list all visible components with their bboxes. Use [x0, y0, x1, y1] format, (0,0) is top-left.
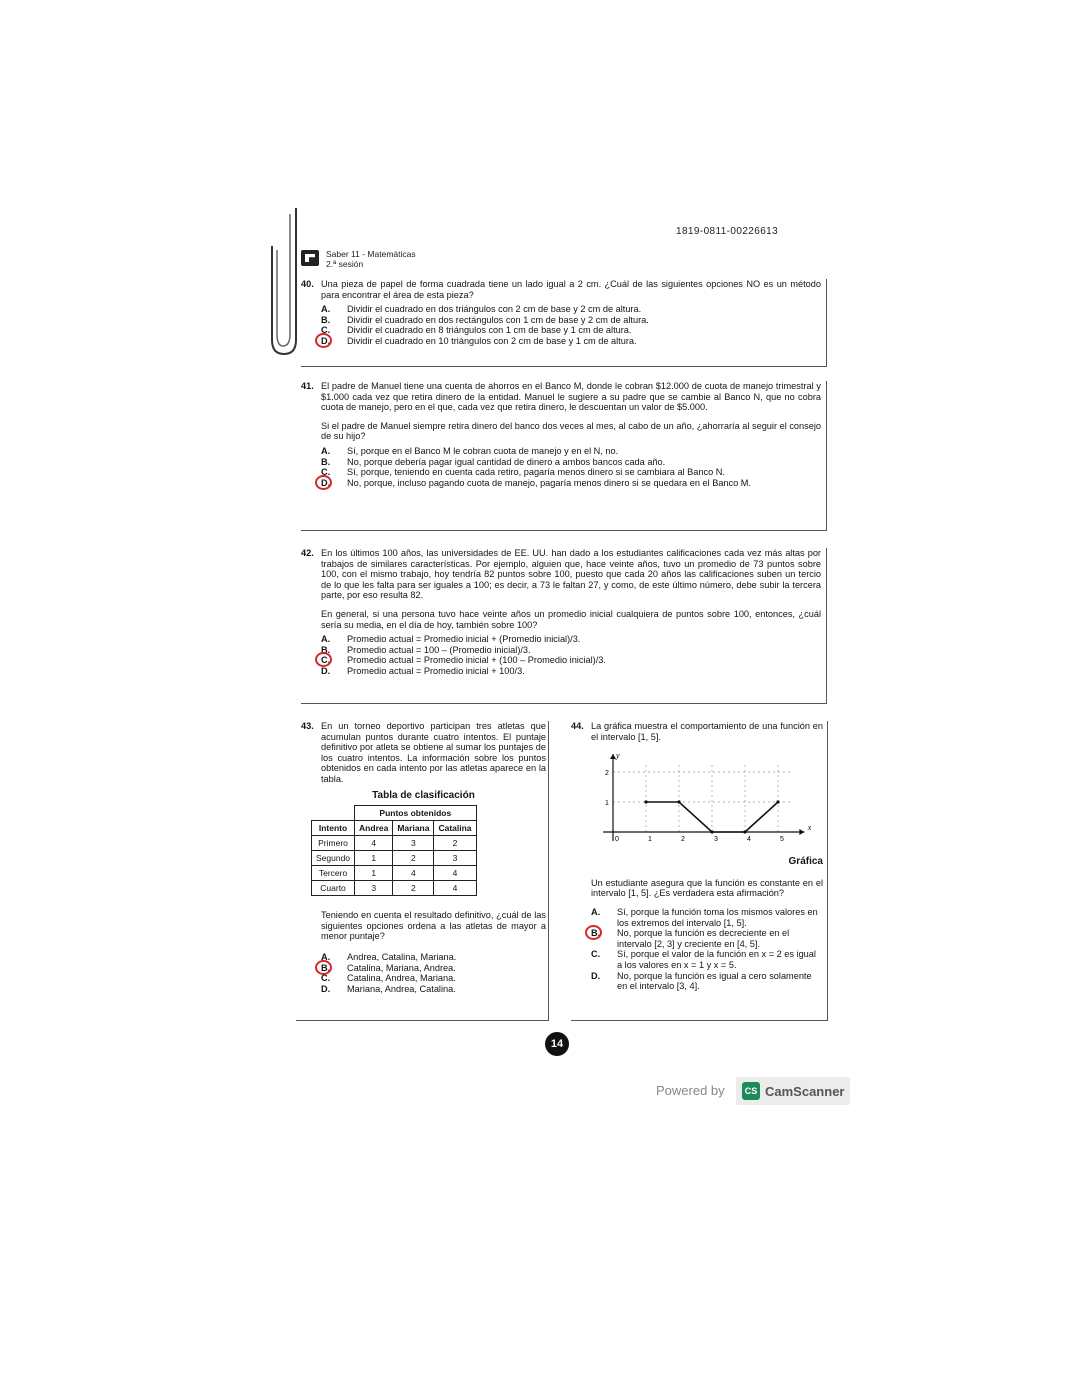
question-number: 43.: [301, 721, 314, 731]
option-d: [321, 336, 821, 347]
option-c: [321, 973, 546, 984]
exam-subject: Saber 11 - Matemáticas: [326, 249, 416, 259]
option-text: Promedio actual = Promedio inicial + 100/3.: [347, 665, 525, 676]
table-cell: Cuarto: [312, 881, 355, 896]
option-text: No, porque la función es decreciente en el intervalo [2, 3] y creciente en [4, 5].: [617, 928, 790, 949]
y-tick-label: 2: [605, 770, 609, 778]
question-prompt: Un estudiante asegura que la función es constante en el intervalo [1, 5]. ¿Es verdadera esta afirmación?: [591, 877, 823, 899]
data-point: [776, 801, 779, 804]
table-cell: 3: [355, 881, 393, 896]
option-b: [321, 315, 821, 326]
option-c: [591, 949, 823, 970]
question-44: [571, 721, 823, 992]
question-41: [301, 381, 821, 488]
question-number: 42.: [301, 548, 314, 558]
question-stem: La gráfica muestra el comportamiento de una función en el intervalo [1, 5].: [591, 721, 823, 742]
question-prompt: Teniendo en cuenta el resultado definitivo, ¿cuál de las siguientes opciones ordena a las atletas de mayor a menor puntaje?: [321, 910, 546, 942]
table-cell: 3: [434, 851, 476, 866]
y-axis-label: y: [616, 751, 620, 761]
option-c: [321, 325, 821, 336]
table-cell: Segundo: [312, 851, 355, 866]
classification-table: [311, 805, 477, 896]
divider: [301, 530, 827, 531]
option-text: Dividir el cuadrado en 8 triángulos con 1 cm de base y 1 cm de altura.: [347, 325, 632, 336]
option-letter: D.: [321, 335, 331, 346]
table-title: Tabla de clasificación: [372, 789, 475, 801]
graph-caption: Gráfica: [788, 856, 823, 868]
option-letter: A.: [591, 906, 601, 917]
table-header: Intento: [312, 821, 355, 836]
option-b: [321, 963, 546, 974]
option-letter: C.: [321, 325, 331, 336]
table-cell: 4: [393, 866, 434, 881]
table-cell: 4: [434, 866, 476, 881]
table-header: Andrea: [355, 821, 393, 836]
option-text: Dividir el cuadrado en dos rectángulos con 1 cm de base y 2 cm de altura.: [347, 314, 649, 325]
divider: [301, 703, 827, 704]
option-text: Catalina, Andrea, Mariana.: [347, 973, 456, 984]
x-tick-label: 0: [615, 836, 619, 844]
page-number: 14: [545, 1032, 569, 1056]
table-header: Catalina: [434, 821, 476, 836]
option-b: [321, 645, 821, 656]
divider: [826, 381, 827, 531]
option-letter: C.: [591, 949, 601, 960]
options-list: [301, 446, 821, 488]
question-prompt: Si el padre de Manuel siempre retira dinero del banco dos veces al mes, al cabo de un año, ¿ahorraría al seguir el consejo de su hijo?: [321, 420, 821, 442]
option-letter: B.: [321, 456, 331, 467]
x-tick-label: 4: [747, 836, 751, 844]
table-row: [312, 851, 477, 866]
data-point: [644, 801, 647, 804]
exam-title: [326, 249, 416, 269]
option-c: [321, 655, 821, 666]
options-list: [301, 952, 546, 994]
question-prompt: En general, si una persona tuvo hace veinte años un promedio inicial cualquiera de puntos sobre 100, entonces, ¿cuál sería su media, en el día de hoy, también sobre 100?: [321, 608, 821, 630]
question-42: [301, 548, 821, 677]
x-axis-arrow: [799, 829, 804, 835]
x-tick-label: 1: [648, 836, 652, 844]
question-number: 44.: [571, 721, 584, 731]
option-letter: A.: [321, 951, 331, 962]
option-text: No, porque, incluso pagando cuota de manejo, pagaría menos dinero si se quedara en el Banco M.: [347, 477, 752, 488]
x-tick-label: 2: [681, 836, 685, 844]
table-cell: Primero: [312, 836, 355, 851]
option-text: Sí, porque la función toma los mismos valores en los extremos del intervalo [1, 5].: [617, 906, 818, 928]
icfes-logo-icon: [301, 250, 319, 266]
option-text: Andrea, Catalina, Mariana.: [347, 951, 457, 962]
option-d: [321, 984, 546, 995]
camscanner-logo-icon: CS: [742, 1082, 760, 1100]
table-cell: Tercero: [312, 866, 355, 881]
table-cell: 2: [393, 851, 434, 866]
data-point: [743, 831, 746, 834]
option-text: Sí, porque en el Banco M le cobran cuota de manejo y en el N, no.: [347, 445, 619, 456]
document-code: 1819-0811-00226613: [676, 226, 779, 237]
option-text: Promedio actual = 100 – (Promedio inicial)/3.: [347, 644, 531, 655]
question-number: 40.: [301, 279, 314, 289]
function-graph: [583, 750, 823, 865]
option-text: Promedio actual = Promedio inicial + (Promedio inicial)/3.: [347, 634, 581, 645]
option-c: [321, 467, 821, 478]
question-stem: En los últimos 100 años, las universidades de EE. UU. han dado a los estudiantes calificaciones cada vez más altas por trabajos de similares características. Por ejemplo, alguien que, hace veinte años, tuvo un promedio de 73 puntos sobre 100, con el mismo trabajo, hoy tendría 82 puntos sobre 100, puesto que cada 20 años las calificaciones suben un tercio de lo que les falta para ser iguales a 100; es decir, a 73 le faltan 27, y como, de este último número, debe subir la tercera parte, por eso resulta 82.: [321, 548, 821, 601]
option-text: Sí, porque, teniendo en cuenta cada retiro, pagaría menos dinero si se cambiara al Banco N.: [347, 467, 725, 478]
divider: [301, 366, 827, 367]
options-list: [301, 304, 821, 346]
divider: [571, 1020, 828, 1021]
option-letter: D.: [321, 983, 331, 994]
option-letter: C.: [321, 655, 331, 666]
option-a: [321, 446, 821, 457]
x-tick-label: 5: [780, 836, 784, 844]
divider: [826, 279, 827, 367]
selected-answer-circle: [315, 475, 332, 490]
selected-answer-circle: [315, 333, 332, 348]
option-letter: C.: [321, 467, 331, 478]
option-letter: A.: [321, 445, 331, 456]
options-list: [301, 634, 821, 676]
option-text: Sí, porque el valor de la función en x = 2 es igual a los valores en x = 1 y x = 5.: [617, 949, 816, 970]
option-text: Promedio actual = Promedio inicial + (100 – Promedio inicial)/3.: [347, 655, 606, 666]
option-letter: D.: [591, 970, 601, 981]
table-row: [312, 881, 477, 896]
option-text: Dividir el cuadrado en dos triángulos con 2 cm de base y 2 cm de altura.: [347, 304, 642, 315]
divider: [548, 721, 549, 1021]
table-cell: 2: [434, 836, 476, 851]
question-stem: El padre de Manuel tiene una cuenta de ahorros en el Banco M, donde le cobran $12.000 de cuota de manejo trimestral y $1.000 cada vez que retira dinero de la entidad. Manuel le sugiere a su padre que se cambie al Banco N, que no cobra cuota de manejo, pero en el que, cada vez que retira dinero, le descuentan un valor de $5.000.: [321, 381, 821, 413]
option-letter: B.: [591, 928, 601, 939]
option-d: [321, 666, 821, 677]
divider: [296, 1020, 549, 1021]
table-cell: 2: [393, 881, 434, 896]
option-text: Mariana, Andrea, Catalina.: [347, 983, 456, 994]
option-d: [591, 971, 823, 992]
question-number: 41.: [301, 381, 314, 391]
divider: [826, 548, 827, 704]
option-b: [321, 457, 821, 468]
option-letter: A.: [321, 304, 331, 315]
option-letter: D.: [321, 477, 331, 488]
question-stem: Una pieza de papel de forma cuadrada tiene un lado igual a 2 cm. ¿Cuál de las siguientes opciones NO es un método para encontrar el área de esta pieza?: [321, 279, 821, 300]
option-a: [321, 304, 821, 315]
exam-session: 2.ª sesión: [326, 259, 364, 269]
data-point: [677, 801, 680, 804]
table-group-header: Puntos obtenidos: [355, 806, 477, 821]
table-cell: 1: [355, 851, 393, 866]
question-43: [301, 721, 546, 994]
table-cell: 4: [434, 881, 476, 896]
option-text: Dividir el cuadrado en 10 triángulos con 2 cm de base y 1 cm de altura.: [347, 335, 637, 346]
option-letter: A.: [321, 634, 331, 645]
option-letter: B.: [321, 314, 331, 325]
paperclip-icon: [268, 208, 304, 358]
option-text: No, porque la función es igual a cero solamente en el intervalo [3, 4].: [617, 970, 812, 992]
option-letter: C.: [321, 973, 331, 984]
table-cell: 3: [393, 836, 434, 851]
table-row: [312, 836, 477, 851]
question-40: [301, 279, 821, 347]
data-point: [710, 831, 713, 834]
question-stem: En un torneo deportivo participan tres atletas que acumulan puntos durante cuatro intentos. El puntaje definitivo por atleta se obtiene al sumar los puntajes de los cuatro intentos. La información sobre los puntos obtenidos en cada intento por las atletas aparece en la tabla.: [321, 721, 546, 784]
options-list: [571, 907, 823, 992]
option-letter: D.: [321, 665, 331, 676]
table-cell: 1: [355, 866, 393, 881]
y-tick-label: 1: [605, 800, 609, 808]
option-b: [591, 928, 823, 949]
x-axis-label: x: [807, 823, 812, 833]
camscanner-brand: CamScanner: [765, 1084, 845, 1099]
table-row: [312, 866, 477, 881]
x-tick-label: 3: [714, 836, 718, 844]
powered-by-text: Powered by: [656, 1083, 725, 1098]
divider: [827, 721, 828, 1021]
option-a: [321, 634, 821, 645]
table-cell: 4: [355, 836, 393, 851]
option-a: [591, 907, 823, 928]
option-text: No, porque debería pagar igual cantidad de dinero a ambos bancos cada año.: [347, 456, 666, 467]
option-letter: B.: [321, 962, 331, 973]
table-header: Mariana: [393, 821, 434, 836]
option-letter: B.: [321, 644, 331, 655]
option-d: [321, 478, 821, 489]
option-text: Catalina, Mariana, Andrea.: [347, 962, 456, 973]
option-a: [321, 952, 546, 963]
